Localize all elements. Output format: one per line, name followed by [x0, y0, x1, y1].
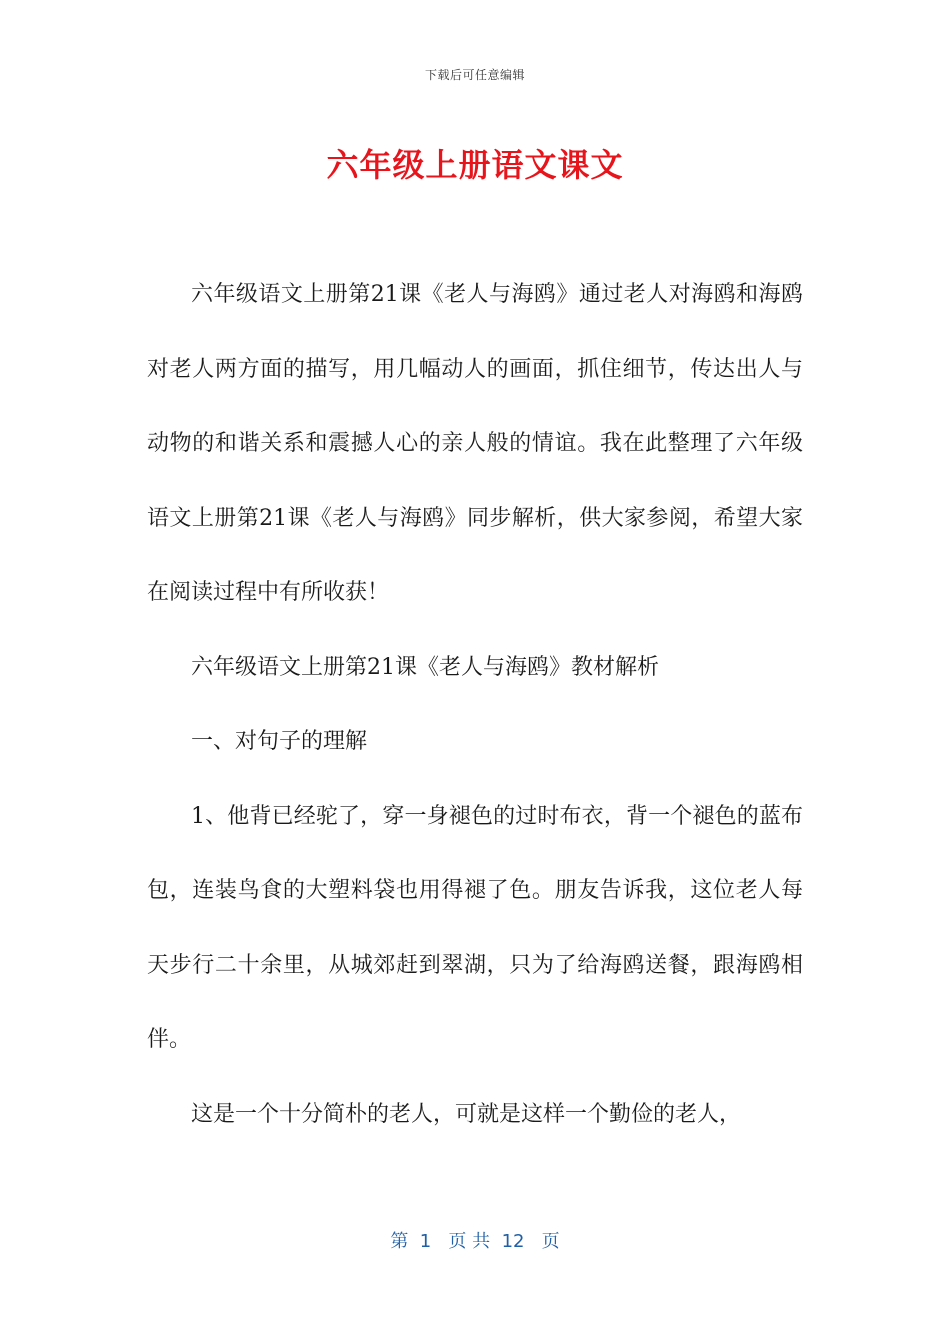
- paragraph-intro: 六年级语文上册第21课《老人与海鸥》通过老人对海鸥和海鸥对老人两方面的描写，用几幅动人的画面，抓住细节，传达出人与动物的和谐关系和震撼人心的亲人般的情谊。我在此整理了六年级语文上册第21课《老人与海鸥》同步解析，供大家参阅，希望大家在阅读过程中有所收获！: [147, 282, 803, 605]
- paragraph-section-heading: 六年级语文上册第21课《老人与海鸥》教材解析: [191, 654, 659, 680]
- page-footer: 第 1 页 共 12 页: [390, 1231, 560, 1252]
- paragraph-item-1: 1、他背已经驼了，穿一身褪色的过时布衣，背一个褪色的蓝布包，连装鸟食的大塑料袋也用得褪了色。朋友告诉我，这位老人每天步行二十余里，从城郊赶到翠湖，只为了给海鸥送餐，跟海鸥相伴。: [147, 803, 803, 1052]
- document-body: [147, 258, 803, 1152]
- header-note: 下载后可任意编辑: [424, 68, 525, 82]
- paragraph-subheading: 一、对句子的理解: [191, 729, 368, 754]
- paragraph-continuation: 这是一个十分简朴的老人，可就是这样一个勤俭的老人，: [191, 1101, 742, 1127]
- document-title: 六年级上册语文课文: [326, 146, 624, 184]
